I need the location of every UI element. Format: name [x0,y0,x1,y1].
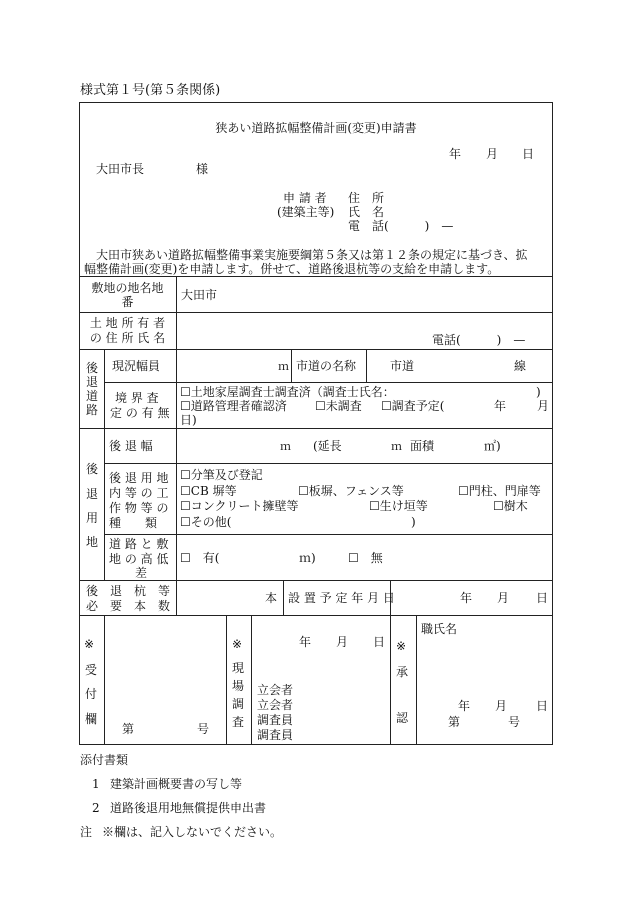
option-cb-wall[interactable]: ☐CB 塀等 [180,484,237,498]
option-subdivision[interactable]: ☐分筆及び登記 [180,468,263,482]
height-diff-unit: ｍ) [299,551,316,565]
boundary-day: 日) [180,413,197,427]
option-retaining-wall[interactable]: ☐コンクリート擁壁等 [180,499,299,513]
height-diff-yes[interactable]: ☐ 有( [180,551,220,565]
boundary-option-surveyor[interactable]: ☐土地家屋調査士調査済（調査士氏名： [180,385,395,399]
boundary-label: 境 界 査 [115,391,159,405]
install-month: 月 [497,591,510,605]
inspector-2: 調査員 [257,728,294,742]
extension-label: (延長 [313,439,342,453]
applicant-label-sub: (建築主等) [277,205,335,219]
site-value: 大田市 [181,288,218,302]
option-hedge[interactable]: ☐生け垣等 [369,499,428,513]
witness-2: 立会者 [257,698,294,712]
date-month: 月 [486,147,499,161]
form-title: 狭あい道路拡幅整備計画(変更)申請書 [215,121,417,135]
option-tree[interactable]: ☐樹木 [493,499,528,513]
option-other-close: ) [411,515,416,529]
applicant-address: 住 所 [348,191,385,205]
form-number: 様式第１号(第５条関係) [80,83,221,98]
setback-width-label: 後 退 幅 [109,439,153,453]
structures-label-1: 後 退 用 地 [109,471,169,485]
structures-label-2: 内 等 の 工 [109,486,169,500]
install-year: 年 [460,591,473,605]
setback-width-unit: ｍ [280,440,291,453]
applicant-label: 申 請 者 [283,191,327,205]
survey-year: 年 [299,635,312,649]
boundary-label-2: 定 の 有 無 [110,406,170,420]
height-diff-label-1: 道 路 と 敷 [109,537,169,551]
survey-mark: ※ [232,637,243,651]
stakes-label-2: 必 要 本 数 [86,599,171,613]
date-day: 日 [522,147,535,161]
witness-1: 立会者 [257,683,294,697]
approval-year: 年 [458,699,471,713]
date-year: 年 [449,147,462,161]
structures-label-4: 種 類 [109,516,158,530]
stakes-label-1: 後 退 杭 等 [86,584,171,598]
approval-mark: ※ [396,639,407,653]
option-gate[interactable]: ☐門柱、門扉等 [458,484,541,498]
reception-no-suffix: 号 [197,722,210,736]
height-diff-label-2: 地 の 高 低 [109,552,169,566]
applicant-phone: 電 話( ) — [348,219,454,233]
road-name-suffix: 線 [514,359,527,373]
site-label-2: 番 [121,295,134,309]
applicant-name: 氏 名 [348,205,385,219]
option-fence[interactable]: ☐板塀、フェンス等 [298,484,404,498]
site-label: 敷地の地名地 [91,281,164,295]
attachments-heading: 添付書類 [80,753,129,767]
boundary-option-road-admin[interactable]: ☐道路管理者確認済 [180,399,287,413]
intro-line-2: 幅整備計画(変更)を申請します。併せて、道路後退杭等の支給を申請します。 [84,262,500,276]
inspector-1: 調査員 [257,713,294,727]
install-day: 日 [536,591,549,605]
intro-line-1: 大田市狭あい道路拡幅整備事業実施要綱第５条又は第１２条の規定に基づき、拡 [96,248,528,262]
owner-label: 土 地 所 有 者 [89,316,166,330]
height-diff-label-3: 差 [135,566,148,580]
survey-day: 日 [373,635,386,649]
survey-month: 月 [336,635,349,649]
boundary-option-surveyor-close: ) [536,385,541,399]
boundary-year: 年 [494,399,507,413]
boundary-option-unsurveyed[interactable]: ☐未調査 [315,399,362,413]
install-date-label: 設 置 予 定 年 月 日 [288,591,395,605]
reception-no-prefix: 第 [122,722,135,736]
current-width-unit: ｍ [278,360,289,373]
note-prefix: 注 [80,825,93,839]
extension-unit: ｍ [391,440,402,453]
approval-official: 職氏名 [421,622,458,636]
road-name-prefix: 市道 [390,359,415,373]
addressee-honorific: 様 [196,162,209,176]
area-label: 面積 [410,439,435,453]
boundary-month: 月 [537,399,550,413]
addressee-name: 大田市長 [96,162,145,176]
structures-label-3: 作 物 等 の [109,501,169,515]
reception-mark: ※ [84,637,95,651]
current-width-label: 現況幅員 [112,359,161,373]
owner-label-2: の 住 所 氏 名 [89,331,166,345]
approval-no-prefix: 第 [448,715,461,729]
boundary-option-scheduled[interactable]: ☐調査予定( [381,399,445,413]
note-text: ※欄は、記入しないでください。 [102,825,283,839]
approval-day: 日 [536,699,549,713]
approval-month: 月 [495,699,508,713]
height-diff-no[interactable]: ☐ 無 [348,551,383,565]
stakes-unit: 本 [265,591,278,605]
area-unit: ㎡) [484,439,501,453]
owner-phone: 電話( ) — [432,333,526,347]
approval-no-suffix: 号 [508,715,521,729]
option-other[interactable]: ☐その他( [180,515,232,529]
road-name-label: 市道の名称 [296,359,357,373]
